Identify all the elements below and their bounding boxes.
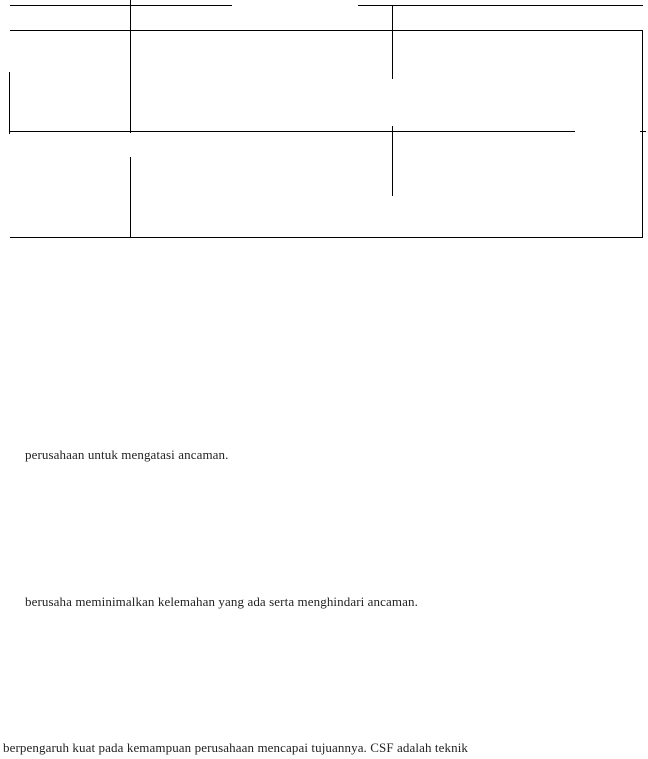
table-col-2-lower [392, 126, 393, 196]
table-col-right [642, 30, 643, 238]
table-rule-bottom [10, 237, 643, 238]
table-col-1-lower [130, 157, 131, 238]
table-col-left-upper [9, 72, 10, 134]
table-rule-top-right [358, 5, 643, 6]
text-line-3: berpengaruh kuat pada kemampuan perusahaan mencapai tujuannya. CSF adalah teknik [3, 740, 469, 755]
text-line-2: berusaha meminimalkan kelemahan yang ada serta menghindari ancaman. [25, 594, 418, 609]
table-rule-top-left [10, 5, 232, 6]
table-rule-row1 [10, 30, 643, 31]
table-col-1 [130, 0, 131, 133]
text-line-1: perusahaan untuk mengatasi ancaman. [25, 447, 229, 462]
table-col-2-upper [392, 5, 393, 79]
table-rule-row2-tick [640, 131, 646, 132]
table-rule-row2 [10, 131, 575, 132]
